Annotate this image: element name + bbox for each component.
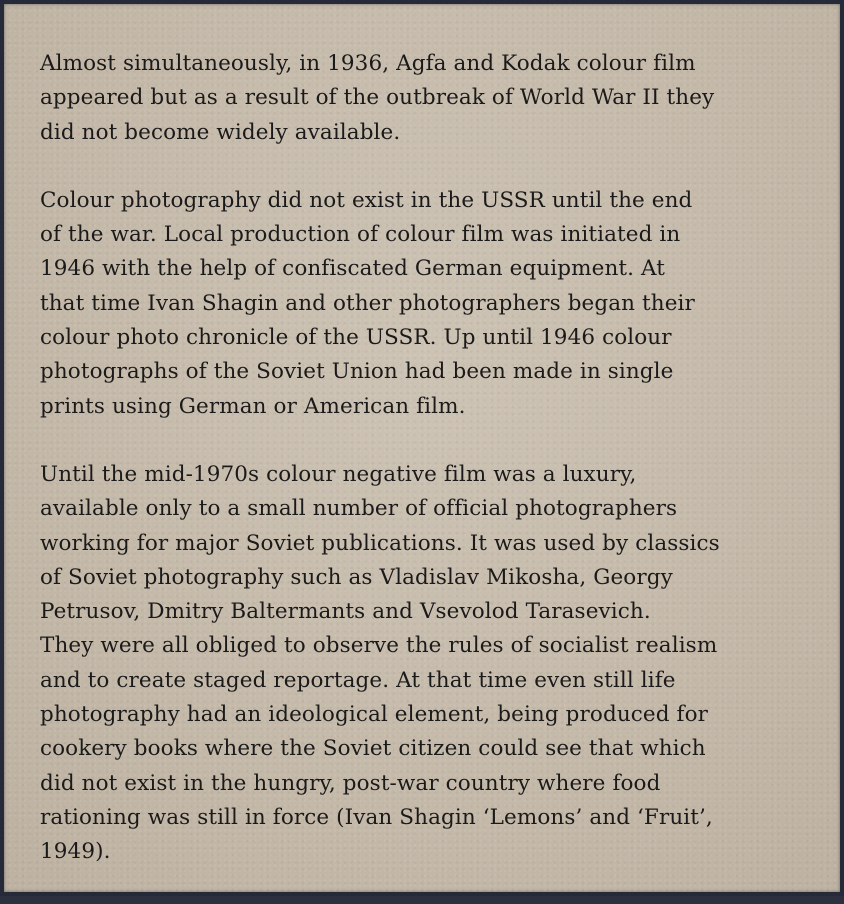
text-line: prints using German or American film. [40, 393, 466, 419]
text-line: did not exist in the hungry, post-war country where food [40, 770, 661, 796]
text-line: Until the mid-1970s colour negative film was a luxury, [40, 461, 637, 487]
text-line: photography had an ideological element, being produced for [40, 702, 709, 728]
text-line: 1949). [40, 839, 111, 865]
text-line: appeared but as a result of the outbreak of World War II they [40, 85, 715, 111]
text-line: Colour photography did not exist in the USSR until the end [40, 187, 693, 213]
text-line: did not become widely available. [40, 119, 401, 145]
text-line: working for major Soviet publications. It was used by classics [40, 530, 720, 556]
paragraph-3 [40, 458, 830, 870]
text-line: photographs of the Soviet Union had been made in single [40, 359, 674, 385]
text-line: rationing was still in force (Ivan Shagin ‘Lemons’ and ‘Fruit’, [40, 804, 713, 830]
text-line: They were all obliged to observe the rules of socialist realism [40, 633, 718, 659]
text-line: that time Ivan Shagin and other photographers began their [40, 290, 695, 316]
paragraph-2 [40, 184, 830, 424]
text-line: of the war. Local production of colour film was initiated in [40, 222, 681, 248]
text-line: Almost simultaneously, in 1936, Agfa and Kodak colour film [40, 51, 696, 76]
text-line: available only to a small number of official photographers [40, 496, 678, 522]
text-line: cookery books where the Soviet citizen could see that which [40, 736, 706, 762]
text-line: 1946 with the help of confiscated German equipment. At [40, 256, 665, 282]
text-line: Petrusov, Dmitry Baltermants and Vsevolod Tarasevich. [40, 599, 651, 625]
paragraph-1 [40, 47, 830, 150]
text-line: of Soviet photography such as Vladislav Mikosha, Georgy [40, 564, 673, 590]
text-line: colour photo chronicle of the USSR. Up until 1946 colour [40, 325, 672, 351]
label-text [40, 47, 830, 904]
text-line: and to create staged reportage. At that time even still life [40, 667, 676, 693]
